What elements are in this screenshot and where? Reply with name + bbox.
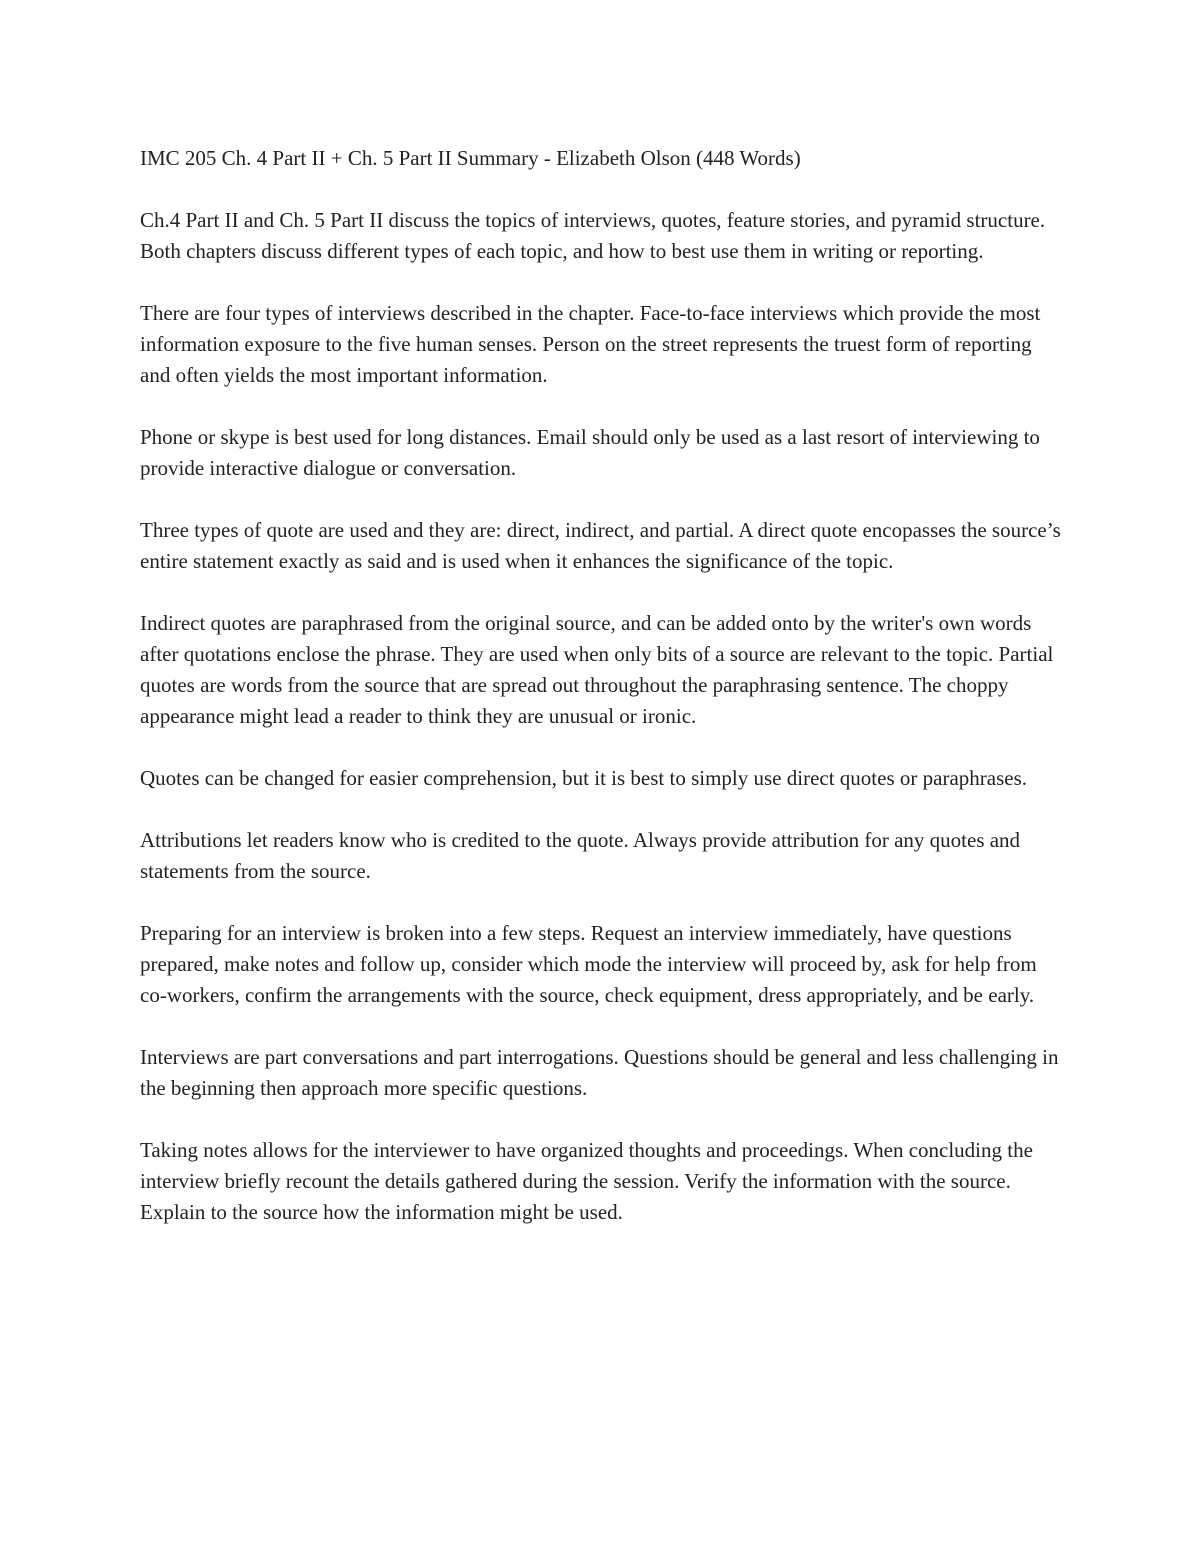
paragraph-quote-types: Three types of quote are used and they are: direct, indirect, and partial. A direct quote encopasses the source’s entire statement exactly as said and is used when it enhances the significance of the topic. (140, 518, 1061, 573)
paragraph-intro: Ch.4 Part II and Ch. 5 Part II discuss the topics of interviews, quotes, feature stories, and pyramid structure. Both chapters discuss different types of each topic, and how to best use them in writing or reporting. (140, 208, 1046, 263)
document-body (140, 143, 1065, 1259)
paragraph-preparing: Preparing for an interview is broken into a few steps. Request an interview immediately, have questions prepared, make notes and follow up, consider which mode the interview will proceed by, ask for help from co-workers, confirm the arrangements with the source, check equipment, dress appropriately, and be early. (140, 921, 1037, 1007)
paragraph-taking-notes: Taking notes allows for the interviewer to have organized thoughts and proceedings. When concluding the interview briefly recount the details gathered during the session. Verify the information with the source. Explain to the source how the information might be used. (140, 1138, 1033, 1224)
paragraph-phone-email: Phone or skype is best used for long distances. Email should only be used as a last resort of interviewing to provide interactive dialogue or conversation. (140, 425, 1040, 480)
document-title: IMC 205 Ch. 4 Part II + Ch. 5 Part II Summary - Elizabeth Olson (448 Words) (140, 146, 801, 170)
paragraph-changing-quotes: Quotes can be changed for easier comprehension, but it is best to simply use direct quotes or paraphrases. (140, 766, 1027, 790)
paragraph-attributions: Attributions let readers know who is credited to the quote. Always provide attribution for any quotes and statements from the source. (140, 828, 1021, 883)
paragraph-interview-types: There are four types of interviews described in the chapter. Face-to-face interviews which provide the most information exposure to the five human senses. Person on the street represents the truest form of reporting and often yields the most important information. (140, 301, 1041, 387)
paragraph-interview-style: Interviews are part conversations and part interrogations. Questions should be general and less challenging in the beginning then approach more specific questions. (140, 1045, 1059, 1100)
paragraph-indirect-quotes: Indirect quotes are paraphrased from the original source, and can be added onto by the writer's own words after quotations enclose the phrase. They are used when only bits of a source are relevant to the topic. Partial quotes are words from the source that are spread out throughout the paraphrasing sentence. The choppy appearance might lead a reader to think they are unusual or ironic. (140, 611, 1054, 728)
